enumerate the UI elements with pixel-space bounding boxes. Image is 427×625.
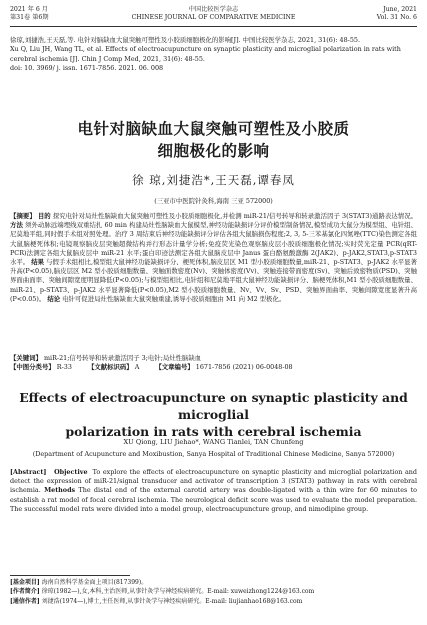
affiliation-en: (Department of Acupuncture and Moxibustion, Sanya Hospital of Traditional Chinese Medicine, Sanya 572000) (32, 450, 395, 458)
title-en-line-2: polarization in rats with cerebral ischemia (65, 424, 362, 439)
doc-code-value: A (134, 363, 140, 371)
header-date-cn: 2021 年 6 月 (10, 6, 48, 13)
abstract-cn-method: 须外动脉远端埋线双重结扎 60 min 构建局灶性脑缺血大鼠模型,神经功能缺损评分评价模型制备情况,模型成功大鼠分为模型组、电针组、尼莫地平组,同时假手术组对照处理。治疗 3 周结束后神经功能缺损评分评估各组大鼠脑损伤程度;2, 3, 5-三苯基氯化四氮唑(TTC)染色测定各组大鼠脑梗死体积;电镜观察脑皮层突触超微结构并行形态计量学分析;免疫荧光染色观察脑皮层小胶质细胞极化情况;实时荧光定量 PCR(qRT-PCR)法测定各组大鼠脑皮层中 miR-21 水平;蛋白印迹法测定各组大鼠脑皮层中 Janus 蛋白酪氨酸激酶 2(JAK2)、p-JAK2,STAT3,p-STAT3 水平。 (10, 221, 417, 267)
abstract-en (10, 468, 417, 514)
abstract-cn-result: 与假手术组相比,模型组大鼠神经功能缺损评分、梗死体积,脑皮层区 M1 型小胶质细胞数量,miR-21、p-STAT3、p-JAK2 水平显著升高(P<0.05),脑皮层区 M2 型小胶质细胞数量、突触面数密度(Nv)、突触体密度(Vv)、突触连接带面密度(Sv)、突触后致密物质(PSD)、突触界面曲面率、突触间隙宽度明显降低(P<0.05);与模型组相比,电针组和尼莫地平组大鼠神经功能缺损评分、脑梗死体积,M1 型小胶质细胞数量、miR-21、p-STAT3、p-JAK2 水平显著降低(P<0.05),M2 型小胶质细胞数量、Nv、Vv、Sv、PSD、突触界面曲率、突触间隙宽度显著升高(P<0.05)。 (10, 258, 417, 303)
article-title-en (14, 389, 413, 440)
header-volume-en: Vol. 31 No. 6 (376, 14, 417, 21)
header-journal-en: CHINESE JOURNAL OF COMPARATIVE MEDICINE (131, 14, 296, 21)
header-journal-cn: 中国比较医学杂志 (188, 6, 239, 13)
title-cn-line-2: 细胞极化的影响 (157, 141, 270, 160)
abstract-en-method: The distal end of the external carotid artery was double-ligated with a thin wire for 60 minutes to establish a rat model of focal cerebral ischemia. The neurological deficit score was used to evaluate the model preparation. The successful model rats were divided into a model group, electroacupuncture group, and nimodipine group. (10, 486, 417, 513)
doc-code-label: 【文献标识码】 (87, 363, 133, 371)
citation-cn: 徐琼,刘捷浩,王天磊,等. 电针对脑缺血大鼠突触可塑性及小胶质细胞极化的影响[J]. 中国比较医学杂志, 2021, 31(6): 48-55. (10, 36, 360, 44)
clc-label: 【中图分类号】 (10, 363, 55, 371)
abstract-en-objective-label: Objective (54, 468, 88, 476)
authors-en: XU Qiong, LIU Jiehao*, WANG Tianlei, TAN Chunfeng (123, 438, 304, 446)
abstract-en-objective: To explore the effects of electroacupuncture on synaptic plasticity and microglial polarization and detect the expression of miR-21/signal transducer and activator of transcription 3 (STAT3) pathway in rats with cerebral ischemia. (10, 468, 417, 495)
fund-text: 海南自然科学基金面上项目(817399)。 (41, 579, 148, 586)
author-bio-label: [作者简介] (10, 588, 40, 596)
header-rule (10, 26, 417, 27)
header-date-en: June, 2021 (383, 6, 417, 13)
title-en-line-1: Effects of electroacupuncture on synaptic plasticity and microglial (19, 390, 408, 422)
article-title-cn (20, 118, 407, 162)
author-bio-text: 徐琼(1982—),女,本科,主治医师,从事针灸学与神经疾病研究。E-mail: xuweizhong1224@163.com (41, 588, 315, 596)
footnote-rule (10, 575, 130, 576)
running-header (10, 6, 417, 28)
footnote-author (10, 587, 417, 596)
abstract-cn-conclusion: 电针可促进局灶性脑缺血大鼠突触重建,诱导小胶质细胞由 M1 向 M2 型极化。 (62, 294, 286, 303)
header-center (10, 6, 417, 22)
abstract-cn-objective: 探究电针对局灶性脑缺血大鼠突触可塑性及小胶质细胞极化,并检测 miR-21/信号转导和转录激活因子 3(STAT3)通路表达情况。 (52, 212, 418, 220)
header-right (377, 6, 417, 22)
abstract-cn-conclusion-label: 结论 (47, 294, 61, 303)
abstract-cn-method-label: 方法 (10, 221, 23, 230)
citation-en: Xu Q, Liu JH, Wang TL, et al. Effects of electroacupuncture on synaptic plasticity and microglial polarization in rats with cerebral ischemia [J]. Chin J Comp Med, 2021, 31(6): 48-55. (10, 45, 401, 63)
title-cn-line-1: 电针对脑缺血大鼠突触可塑性及小胶质 (77, 119, 350, 138)
corresponding-label: [通信作者] (10, 597, 40, 605)
abstract-en-method-label: Methods (44, 486, 76, 495)
footnotes (10, 578, 417, 606)
abstract-cn (10, 212, 417, 304)
abstract-cn-label: 【摘要】 (10, 212, 36, 220)
footnote-corresponding (10, 597, 417, 606)
footnote-fund (10, 578, 417, 587)
classification-line (10, 363, 417, 372)
abstract-cn-objective-label: 目的 (37, 212, 51, 220)
keywords-cn-label: 【关键词】 (10, 354, 42, 362)
abstract-cn-result-label: 结果 (31, 258, 45, 267)
keywords-cn-text: miR-21;信号转导和转录激活因子 3;电针;局灶性脑缺血 (44, 354, 202, 362)
corresponding-text: 刘捷浩(1974—),博士,主任医师,从事针灸学与神经疾病研究。E-mail: liujianhao168@163.com (41, 597, 303, 605)
abstract-en-label: [Abstract] (10, 468, 47, 476)
article-number-value: 1671-7856 (2021) 06-0048-08 (195, 363, 293, 371)
clc-value: R-33 (56, 363, 72, 371)
citation-doi[interactable]: doi: 10. 3969/ j. issn. 1671-7856. 2021. 06. 008 (10, 64, 164, 73)
article-number-label: 【文章编号】 (155, 363, 194, 371)
affiliation-cn: (三亚市中医院针灸科,海南 三亚 572000) (154, 197, 273, 205)
keywords-cn (10, 354, 417, 363)
citation-block (10, 36, 417, 74)
fund-label: [基金项目] (10, 579, 40, 586)
authors-cn: 徐 琼,刘捷浩*,王天磊,谭春凤 (132, 173, 295, 187)
header-volume-cn: 第31卷 第6期 (10, 14, 49, 21)
